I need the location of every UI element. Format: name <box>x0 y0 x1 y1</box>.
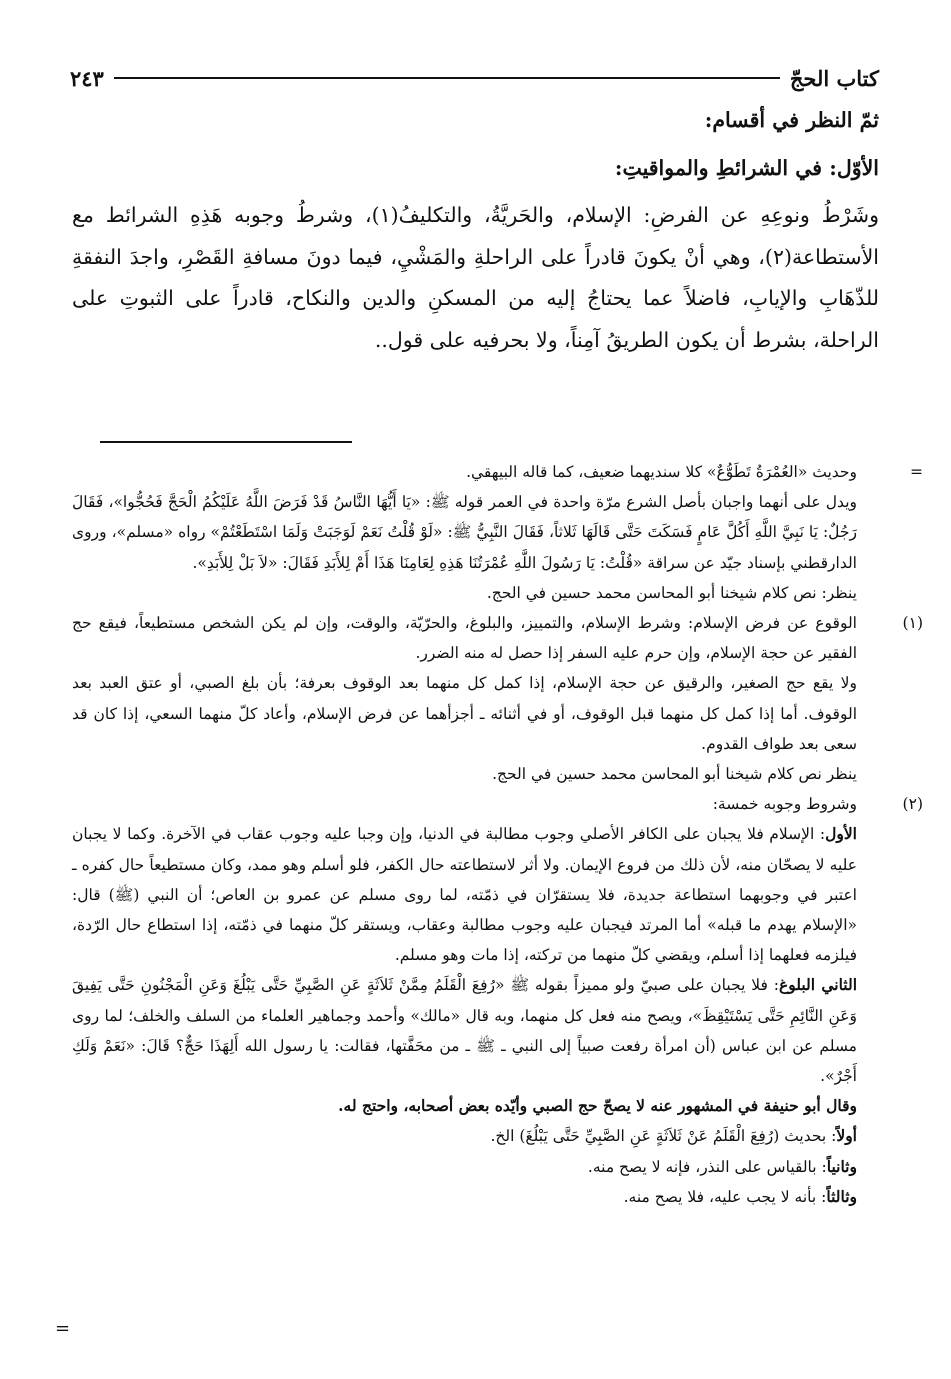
second-argument-text: : بالقياس على النذر، فإنه لا يصح منه. <box>587 1157 827 1176</box>
footnote-1-paragraph-2: ولا يقع حج الصغير، والرقيق عن حجة الإسلام، إذا كمل كل منهما بعد الوقوف بعرفة؛ بأن بلغ الصبي، أو عتق العبد بعد الوقوف. أما إذا كمل كل منهما قبل الوقوف، أو في أثنائه ـ أجزأهما عن فرض الإسلام، وأعاد كلّ منهما السعي، إذا كان قد سعى بعد طواف القدوم. <box>72 674 857 753</box>
footnote-hadith-paragraph: ويدل على أنهما واجبان بأصل الشرع مرّة واحدة في العمر قوله ﷺ: «يَا أَيُّهَا النَّاسُ قَدْ فَرَضَ اللَّهُ عَلَيْكُمُ الْحَجَّ فَحُجُّوا»، فَقَالَ رَجُلٌ: يَا نَبِيَّ اللَّهِ أَكُلَّ عَامٍ فَسَكَتَ حَتَّى قَالَهَا ثَلاثاً، فَقَالَ النَّبِيُّ ﷺ: «لَوْ قُلْتُ نَعَمْ لَوَجَبَتْ وَلَمَا اسْتَطَعْتُمْ» رواه «مسلم»، وروى الدارقطني بإسناد جيّد عن سراقة «قُلْتُ: يَا رَسُولَ اللَّهِ عُمْرَتُنَا هَذِهِ لِعَامِنَا هَذَا أَمْ لِلأَبَدِ فَقَالَ: «لاَ بَلْ لِلأَبَدِ». <box>72 493 857 572</box>
first-argument-label: أولاً <box>836 1126 857 1146</box>
footnote-2 <box>72 789 923 819</box>
footnote-2-mark: (٢) <box>902 795 923 814</box>
header-rule <box>114 77 780 79</box>
running-header <box>70 60 879 96</box>
third-argument-text: : بأنه لا يجب عليه، فلا يصح منه. <box>623 1187 827 1206</box>
main-heading: ثمّ النظر في أقسام: <box>704 108 879 132</box>
footnote-separator <box>100 441 352 443</box>
second-condition-label: الثاني البلوغ <box>778 975 858 995</box>
footnote-2-third-argument <box>72 1182 879 1212</box>
footnote-1 <box>72 608 923 668</box>
footnote-2-first-condition <box>72 819 879 970</box>
chapter-title: كتاب الحجّ <box>789 65 879 91</box>
footnote-1-reference: ينظر نص كلام شيخنا أبو المحاسن محمد حسين في الحج. <box>492 765 857 784</box>
footnotes <box>72 457 923 1212</box>
footnote-2-second-argument <box>72 1152 879 1182</box>
section-label: الأوّل <box>836 155 879 180</box>
footnote-2-second-condition <box>72 970 879 1091</box>
continuation-mark-bottom: = <box>55 1318 71 1339</box>
first-condition-text: : الإسلام فلا يجبان على الكافر الأصلي وجوب مطالبة في الدنيا، وإن وجبا عليه وجوب عقاب في الآخرة. وكما لا يجبان عليه لا يصحّان منه، لأن ذلك من فروع الإيمان. ولا أثر لاستطاعته حال الكفر، فلو أسلم وهو ممد، وكان مستطيعاً حال كفره ـ اعتبر في وجوبهما استطاعة جديدة، فلا يستقرّان في ذمّته، لما روى مسلم عن عمرو بن العاص؛ أن النبي (ﷺ) قال: «الإسلام يهدم ما قبله» أما المرتد فيجبان عليه وجوب مطالبة وعقاب، ويستقر كلّ منهما في ذمّته، إذا استطاع حال الرّدة، فيلزمه فعلهما إذا أسلم، ويقضي كلّ منهما من تركته، إذا مات وهو مسلم. <box>72 825 857 965</box>
main-paragraph: وشَرْطُ ونوعِهِ عن الفرضِ: الإسلام، والحَريَّةُ، والتكليفُ(١)، وشرطُ وجوبه هَذِهِ الشرائط مع الأستطاعة(٢)، وهي أنْ يكونَ قادراً على الراحلةِ والمَشْيِ، فيما دونَ مسافةِ القَصْرِ، واجدَ النفقةِ للذّهَابِ والإيابِ، فاضلاً عما يحتاجُ إليه من المسكنِ والدين والنكاح، قادراً على الثبوتِ على الراحلة، بشرط أن يكون الطريقُ آمِناً، ولا بحرفيه على قول.. <box>72 203 879 352</box>
footnote-2-hanafi: وقال أبو حنيفة في المشهور عنه لا يصحّ حج الصبي وأيّده بعض أصحابه، واحتج له. <box>338 1096 857 1116</box>
footnote-2-first-argument <box>72 1121 879 1151</box>
footnote-reference: ينظر: نص كلام شيخنا أبو المحاسن محمد حسين في الحج. <box>486 583 857 602</box>
footnote-1-mark: (١) <box>902 614 923 633</box>
footnote-continuation <box>72 457 923 487</box>
first-condition-label: الأول <box>825 824 857 844</box>
second-condition-text: : فلا يجبان على صبيّ ولو مميزاً بقوله ﷺ «رُفِعَ الْقَلَمُ مِمَّنْ ثَلاَثَةٍ عَنِ الصَّبِيِّ حَتَّى يَبْلُغَ وَعَنِ الْمَجْنُونِ حَتَّى يَفِيقَ وَعَنِ النَّائِمِ حَتَّى يَسْتَيْقِظَ»، ويصح منه فعل كل منهما، وبه قال «مالك» وأحمد وجماهير العلماء من السلف والخلف؛ لما روى مسلم عن ابن عباس (أن امرأة رفعت صبياً إلى النبي ـ ﷺ ـ من محَفَّتها، فقالت: يا رسول الله أَلِهَذَا حَجٌّ؟ قَالَ: «نَعَمْ وَلَكِ أَجْرٌ». <box>72 976 857 1086</box>
footnote-1-text: الوقوع عن فرض الإسلام: وشرط الإسلام، والتمييز، والبلوغ، والحرّيّة، والوقت، وإن لم يكن الشخص مستطيعاً، فيقع حج الفقير عن حجة الإسلام، وإن حرم عليه السفر إذا حصل له منه الضرر. <box>72 614 857 663</box>
second-argument-label: وثانياً <box>826 1156 857 1176</box>
first-argument-text: : بحديث (رُفِعَ الْقَلَمُ عَنْ ثَلاَثَةٍ عَنِ الصَّبِيِّ حَتَّى يَبْلُغَ) الخ. <box>490 1127 837 1146</box>
section-heading <box>72 148 879 190</box>
page-number: ٢٤٣ <box>70 65 104 91</box>
footnote-2-text: وشروط وجوبه خمسة: <box>712 795 857 814</box>
continuation-text: وحديث «العُمْرَةُ تَطَوُّعٌ» كلا سنديهما ضعيف، كما قاله البيهقي. <box>466 463 857 481</box>
section-title: : في الشرائطِ والمواقيتِ: <box>614 155 837 180</box>
main-text <box>72 100 879 361</box>
third-argument-label: وثالثاً <box>826 1186 857 1206</box>
continuation-mark: = <box>910 463 923 481</box>
